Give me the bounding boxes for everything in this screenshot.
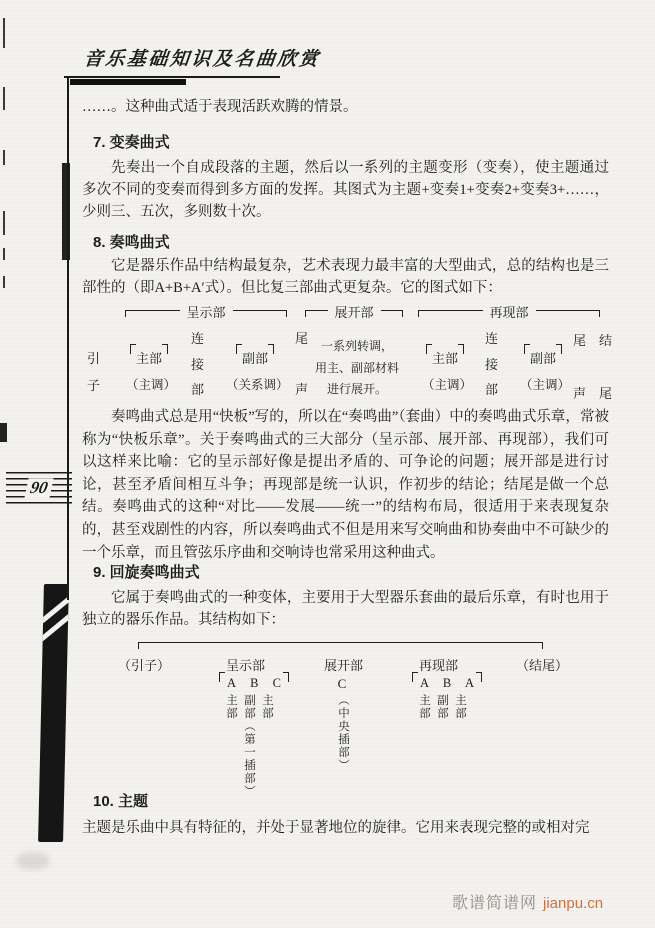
exposition-secondary-label: 副部 bbox=[238, 348, 272, 367]
exposition-parts bbox=[224, 694, 274, 798]
rondo-intro-label: （引子） bbox=[118, 658, 171, 673]
scan-edge-block bbox=[0, 423, 7, 442]
bracket-line bbox=[536, 310, 601, 317]
exposition-primary-label: 主部 bbox=[132, 348, 166, 367]
book-title: 音乐基础知识及名曲欣赏 bbox=[82, 49, 322, 70]
letter-a: A bbox=[227, 676, 237, 690]
exposition-secondary-key: （关系调） bbox=[226, 378, 289, 392]
variation-form-paragraph: 先奏出一个自成段落的主题，然后以一系列的主题变形（变奏），使主题通过多次不同的变奏而得到多方面的发挥。其图式为主题+变奏1+变奏2+变奏3+……，少则三、五次，多则数十次。 bbox=[82, 160, 609, 220]
bracket-line bbox=[305, 310, 328, 317]
bracket-line bbox=[381, 310, 404, 317]
intro-continuation-line: ……。这种曲式适于表现活跃欢腾的情景。 bbox=[82, 99, 358, 115]
exposition-bracket bbox=[125, 305, 287, 321]
exposition-part-c: 主部 bbox=[261, 694, 273, 720]
recap-ending-label: 结 尾 bbox=[598, 333, 612, 401]
overall-bracket bbox=[138, 642, 543, 649]
letter-c: C bbox=[272, 676, 281, 690]
scan-edge-mark bbox=[3, 87, 5, 110]
development-line: 进行展开。 bbox=[326, 382, 387, 396]
recap-part-a: 主部 bbox=[418, 694, 430, 720]
binding-shadow-bar bbox=[38, 584, 69, 842]
theme-paragraph: 主题是乐曲中具有特征的，并处于显著地位的旋律。它用来表现完整的或相对完 bbox=[82, 820, 590, 836]
rondo-coda-label: （结尾） bbox=[516, 658, 569, 673]
development-letter: C bbox=[337, 676, 347, 691]
recapitulation-title: 再现部 bbox=[489, 305, 529, 320]
rondo-sonata-diagram bbox=[80, 640, 620, 798]
recap-letters-bracket bbox=[414, 676, 480, 691]
page-number-badge bbox=[6, 472, 72, 505]
letter-b: B bbox=[250, 676, 259, 690]
scan-edge-mark bbox=[3, 211, 5, 235]
rondo-sonata-paragraph: 它属于奏鸣曲式的一种变体，主要用于大型器乐套曲的最后乐章，有时也用于独立的器乐作品。其结构如下： bbox=[82, 590, 609, 628]
development-title: 展开部 bbox=[334, 305, 374, 320]
watermark-site-name: 歌谱简谱网 bbox=[452, 895, 538, 912]
exposition-title: 呈示部 bbox=[186, 305, 226, 320]
header-underline-bar bbox=[70, 79, 186, 85]
recap-part-a2: 主部 bbox=[454, 694, 466, 720]
recap-bridge-label: 连 接 部 bbox=[484, 331, 498, 397]
recap-primary-key: （主调） bbox=[422, 378, 473, 392]
sonata-form-diagram bbox=[80, 306, 620, 406]
recap-secondary-label: 副部 bbox=[526, 348, 560, 367]
recap-primary-label: 主部 bbox=[428, 348, 462, 367]
scan-edge-mark bbox=[3, 18, 5, 48]
recapitulation-bracket bbox=[418, 305, 600, 321]
exposition-part-a: 主部 bbox=[225, 694, 237, 720]
bracket-line bbox=[233, 310, 288, 317]
section-heading-variation-form: 7. 变奏曲式 bbox=[93, 134, 170, 151]
bracket-line bbox=[125, 310, 180, 317]
rondo-exposition-title: 呈示部 bbox=[226, 658, 266, 673]
header-rule-line bbox=[64, 76, 280, 78]
development-line: 一系列转调， bbox=[320, 339, 393, 353]
scan-edge-mark bbox=[3, 150, 5, 165]
site-watermark bbox=[452, 890, 603, 913]
scan-edge-mark bbox=[3, 248, 5, 260]
exposition-coda-label: 尾 声 bbox=[294, 331, 308, 397]
sonata-form-paragraph: 它是器乐作品中结构最复杂，艺术表现力最丰富的大型曲式，总的结构也是三部性的（即A+B+A′式）。但比复三部曲式更复杂。它的图式如下： bbox=[82, 258, 609, 296]
recap-parts bbox=[417, 694, 467, 720]
scan-smudge bbox=[16, 852, 50, 870]
recap-secondary-key: （主调） bbox=[520, 378, 571, 392]
section-heading-sonata-form: 8. 奏鸣曲式 bbox=[93, 234, 170, 251]
development-line: 用主、副部材料 bbox=[314, 360, 399, 375]
development-part bbox=[336, 694, 350, 772]
letter-b: B bbox=[442, 676, 452, 690]
letter-a2: A bbox=[464, 676, 474, 690]
page-number: 90 bbox=[24, 478, 53, 498]
development-central-episode: （中央插部） bbox=[337, 694, 349, 772]
recap-coda-label: 尾 声 bbox=[572, 333, 586, 401]
bracket-line bbox=[418, 310, 483, 317]
recap-part-b: 副部 bbox=[436, 694, 448, 720]
content-left-border bbox=[67, 76, 69, 600]
sonata-form-explanation-paragraph: 奏鸣曲式总是用“快板”写的，所以在“奏鸣曲”（套曲）中的奏鸣曲式乐章，常被称为“快板乐章”。关于奏鸣曲式的三大部分（呈示部、展开部、再现部），我们可以这样来比喻：它的呈示部好像是提出矛盾的、可争论的问题；展开部是进行讨论，甚至矛盾间相互斗争；再现部是统一认识，作初步的结论；结尾是做一个总结。奏鸣曲式的这种“对比——发展——统一”的结构布局，很适用于来表现复杂的，甚至戏剧性的内容，所以奏鸣曲式不但是用来写交响曲和协奏曲中不可缺少的一个乐章，而且管弦乐序曲和交响诗也常采用这种曲式。 bbox=[82, 409, 609, 561]
rondo-development-title: 展开部 bbox=[324, 658, 364, 673]
development-bracket bbox=[305, 305, 403, 321]
section-heading-theme: 10. 主题 bbox=[93, 793, 149, 810]
development-description bbox=[298, 336, 416, 401]
exposition-part-b: 副部（第一插部） bbox=[243, 694, 255, 798]
exposition-primary-key: （主调） bbox=[126, 378, 177, 392]
watermark-site-url: jianpu.cn bbox=[543, 895, 604, 912]
scan-edge-mark bbox=[3, 276, 5, 288]
section-heading-rondo-sonata: 9. 回旋奏鸣曲式 bbox=[93, 564, 200, 581]
sonata-intro-label: 引 子 bbox=[86, 351, 100, 393]
exposition-bridge-label: 连 接 部 bbox=[190, 331, 204, 397]
letter-a: A bbox=[420, 676, 430, 690]
rondo-recapitulation-title: 再现部 bbox=[419, 658, 459, 673]
exposition-letters-bracket bbox=[221, 676, 287, 691]
